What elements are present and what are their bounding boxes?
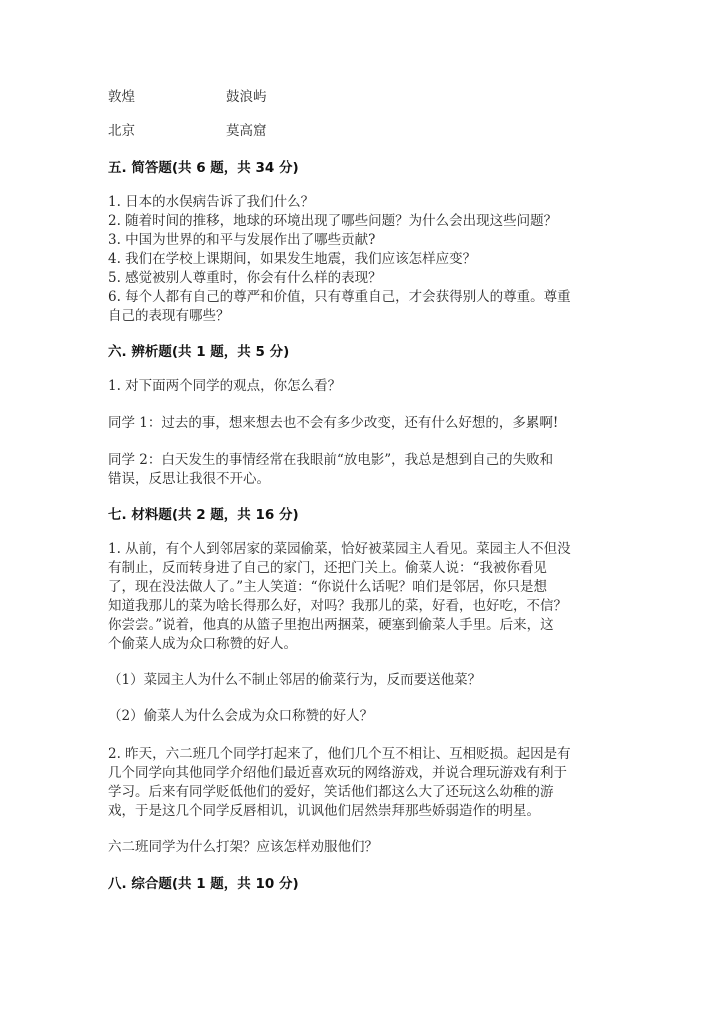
material-line: 几个同学向其他同学介绍他们最近喜欢玩的网络游戏，并说合理玩游戏有利于 [108, 765, 567, 781]
question-line: 3. 中国为世界的和平与发展作出了哪些贡献? [108, 232, 376, 248]
match-right: 莫高窟 [226, 123, 267, 139]
material-line: 戏，于是这几个同学反唇相讥，讥讽他们居然崇拜那些娇弱造作的明星。 [108, 803, 540, 819]
section-8-heading: 八. 综合题(共 1 题，共 10 分) [108, 876, 299, 892]
question-line: 2. 随着时间的推移，地球的环境出现了哪些问题？为什么会出现这些问题？ [108, 213, 558, 229]
material-line: 学习。后来有同学贬低他们的爱好，笑话他们都这么大了还玩这么幼稚的游 [108, 784, 554, 800]
question-line: 5. 感觉被别人尊重时，你会有什么样的表现？ [108, 270, 382, 286]
question-line: 1. 对下面两个同学的观点，你怎么看？ [108, 378, 342, 394]
material-line: 了，现在没法做人了。”主人笑道：“你说什么话呢？咱们是邻居，你只是想 [108, 579, 548, 595]
material-line: 你尝尝。”说着，他真的从篮子里抱出两捆菜，硬塞到偷菜人手里。后来，这 [108, 617, 554, 633]
question-line: 自己的表现有哪些？ [108, 308, 230, 324]
section-5-heading: 五. 简答题(共 6 题，共 34 分) [108, 160, 299, 176]
section-6-heading: 六. 辨析题(共 1 题，共 5 分) [108, 344, 290, 360]
match-left: 北京 [108, 123, 135, 139]
material-line: 2. 昨天，六二班几个同学打起来了，他们几个互不相让、互相贬损。起因是有 [108, 746, 571, 762]
student-2-view: 错误，反思让我很不开心。 [108, 471, 270, 487]
material-line: 个偷菜人成为众口称赞的好人。 [108, 636, 297, 652]
section-7-heading: 七. 材料题(共 2 题，共 16 分) [108, 507, 299, 523]
question-line: 6. 每个人都有自己的尊严和价值，只有尊重自己，才会获得别人的尊重。尊重 [108, 289, 571, 305]
question-line: 4. 我们在学校上课期间，如果发生地震，我们应该怎样应变？ [108, 251, 477, 267]
match-right: 鼓浪屿 [226, 89, 267, 105]
question-line: 1. 日本的水俣病告诉了我们什么？ [108, 194, 315, 210]
material-line: 有制止，反而转身进了自己的家门，还把门关上。偷菜人说：“我被你看见 [108, 560, 547, 576]
student-2-view: 同学 2：白天发生的事情经常在我眼前“放电影”，我总是想到自己的失败和 [108, 452, 554, 468]
match-left: 敦煌 [108, 89, 135, 105]
student-1-view: 同学 1：过去的事，想来想去也不会有多少改变，还有什么好想的，多累啊! [108, 415, 559, 431]
sub-question: （1）菜园主人为什么不制止邻居的偷菜行为，反而要送他菜？ [108, 672, 482, 688]
material-line: 知道我那儿的菜为啥长得那么好，对吗？我那儿的菜，好看，也好吃，不信？ [108, 598, 567, 614]
sub-question: 六二班同学为什么打架？应该怎样劝服他们？ [108, 839, 378, 855]
material-line: 1. 从前，有个人到邻居家的菜园偷菜，恰好被菜园主人看见。菜园主人不但没 [108, 541, 571, 557]
sub-question: （2）偷菜人为什么会成为众口称赞的好人？ [108, 708, 374, 724]
